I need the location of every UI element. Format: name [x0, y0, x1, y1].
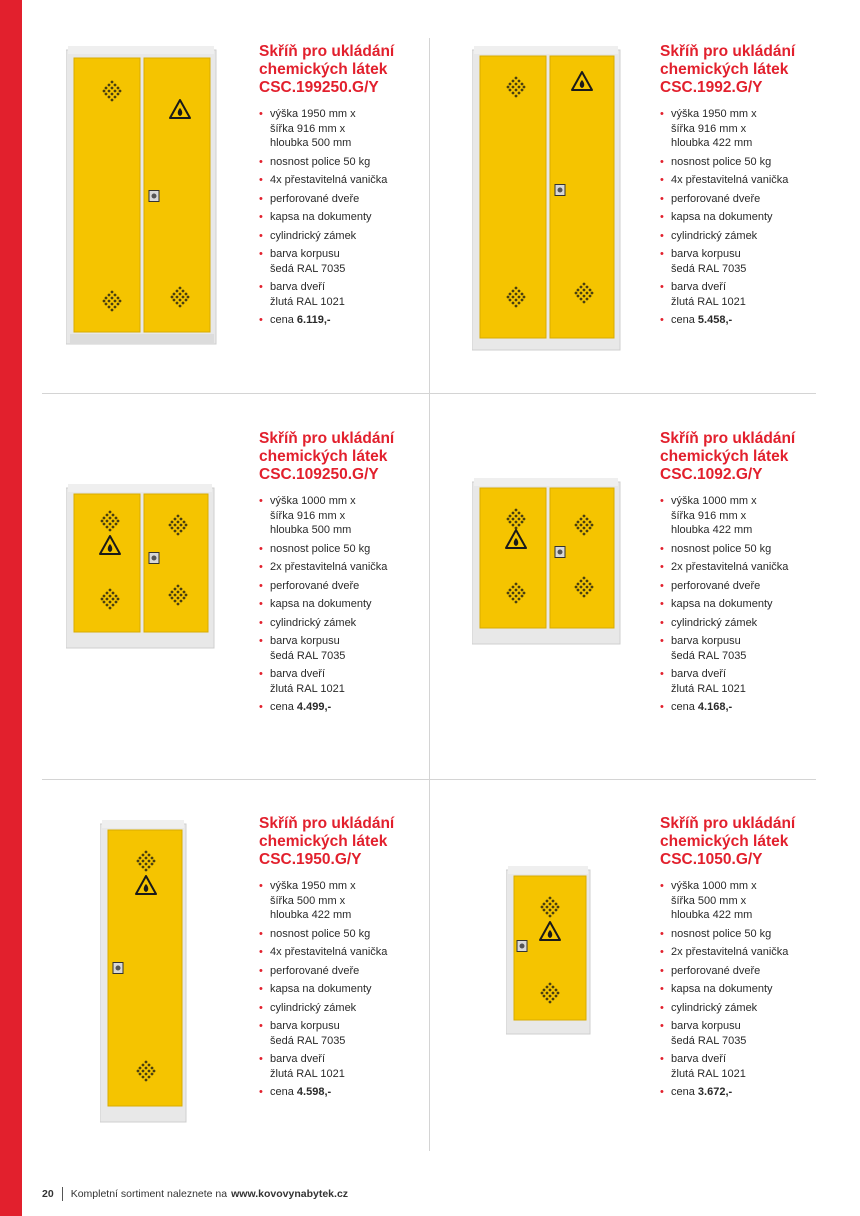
spec-list: [660, 107, 835, 328]
spec-item: [259, 173, 434, 188]
spec-item: [660, 210, 835, 225]
spec-list: [660, 879, 835, 1100]
product-title-line: Skříň pro ukládání: [259, 43, 395, 60]
spec-line: • barva dveří: [671, 1053, 727, 1065]
price-label: cena: [671, 314, 695, 326]
spec-line: • barva dveří: [270, 668, 326, 680]
price-item: [660, 700, 835, 715]
spec-item: [259, 210, 434, 225]
spec-line: • kapsa na dokumenty: [270, 598, 372, 610]
spec-list: [660, 494, 835, 715]
cabinet-image-csc1992: [472, 46, 622, 352]
price-value: 6.119,-: [296, 314, 331, 326]
spec-item: [660, 879, 835, 923]
spec-line: šedá RAL 7035: [270, 649, 346, 662]
product-card: [660, 43, 835, 332]
cylinder-lock-icon: [555, 185, 565, 196]
product-card: [259, 43, 434, 332]
spec-item: [259, 560, 434, 575]
spec-list: [259, 879, 434, 1100]
spec-line: hloubka 422 mm: [671, 909, 753, 921]
price-item: [259, 1085, 434, 1100]
product-title: [259, 815, 434, 869]
spec-line: šířka 916 mm x: [270, 122, 346, 135]
spec-item: [259, 280, 434, 309]
product-title-line: CSC.1050.G/Y: [660, 851, 763, 868]
product-title-line: Skříň pro ukládání: [660, 43, 796, 60]
spec-item: [259, 107, 434, 151]
spec-item: [660, 1019, 835, 1048]
spec-line: • výška 1950 mm x: [270, 880, 356, 892]
product-card: [259, 430, 434, 719]
spec-line: • barva korpusu: [671, 248, 741, 260]
spec-item: [259, 494, 434, 538]
spec-line: • výška 1950 mm x: [270, 108, 356, 120]
spec-list: [259, 107, 434, 328]
spec-item: [259, 579, 434, 594]
spec-line: • výška 1000 mm x: [671, 880, 757, 892]
spec-line: šířka 916 mm x: [270, 509, 346, 522]
spec-line: • perforované dveře: [671, 192, 761, 205]
spec-item: [259, 945, 434, 960]
spec-line: žlutá RAL 1021: [270, 682, 345, 695]
product-title-line: Skříň pro ukládání: [660, 815, 796, 832]
spec-line: • nosnost police 50 kg: [270, 542, 371, 555]
spec-item: [660, 173, 835, 188]
spec-line: • perforované dveře: [270, 192, 360, 205]
price-value: 5.458,-: [697, 314, 733, 326]
cylinder-lock-icon: [149, 191, 159, 202]
spec-line: • výška 1000 mm x: [671, 495, 757, 507]
spec-line: • cylindrický zámek: [270, 229, 357, 242]
product-title: [259, 430, 434, 484]
spec-line: žlutá RAL 1021: [671, 1067, 746, 1080]
spec-item: [660, 280, 835, 309]
product-title: [660, 815, 835, 869]
spec-item: [660, 597, 835, 612]
price-value: 4.168,-: [697, 701, 733, 713]
spec-item: [259, 964, 434, 979]
spec-line: hloubka 500 mm: [270, 524, 352, 536]
spec-line: • barva dveří: [270, 281, 326, 293]
spec-item: [660, 1001, 835, 1016]
product-title-line: chemických látek: [660, 61, 789, 78]
product-title-line: chemických látek: [660, 833, 789, 850]
spec-line: hloubka 422 mm: [671, 524, 753, 536]
spec-item: [259, 634, 434, 663]
spec-item: [259, 616, 434, 631]
spec-item: [259, 1052, 434, 1081]
spec-line: šířka 916 mm x: [671, 122, 747, 135]
spec-item: [259, 1019, 434, 1048]
spec-line: • perforované dveře: [671, 579, 761, 592]
spec-line: šedá RAL 7035: [671, 1034, 747, 1047]
cylinder-lock-icon: [555, 547, 565, 558]
spec-line: • nosnost police 50 kg: [671, 542, 772, 555]
product-title-line: CSC.1092.G/Y: [660, 466, 763, 483]
product-title: [660, 430, 835, 484]
spec-line: • perforované dveře: [671, 964, 761, 977]
cylinder-lock-icon: [517, 941, 527, 952]
spec-line: • perforované dveře: [270, 964, 360, 977]
spec-line: šedá RAL 7035: [270, 262, 346, 275]
cabinet-image-csc1092: [472, 478, 622, 646]
price-label: cena: [270, 1086, 294, 1098]
cylinder-lock-icon: [149, 553, 159, 564]
spec-line: šířka 916 mm x: [671, 509, 747, 522]
spec-item: [660, 616, 835, 631]
spec-item: [259, 597, 434, 612]
product-title-line: chemických látek: [660, 448, 789, 465]
spec-item: [660, 542, 835, 557]
spec-item: [660, 945, 835, 960]
spec-line: hloubka 500 mm: [270, 137, 352, 149]
spec-line: hloubka 422 mm: [671, 137, 753, 149]
page-number: 20: [42, 1188, 54, 1200]
spec-line: šířka 500 mm x: [671, 894, 747, 907]
price-label: cena: [270, 701, 294, 713]
spec-line: • cylindrický zámek: [671, 616, 758, 629]
spec-line: • kapsa na dokumenty: [270, 983, 372, 995]
price-item: [660, 1085, 835, 1100]
spec-item: [259, 229, 434, 244]
spec-item: [259, 879, 434, 923]
spec-item: [259, 192, 434, 207]
spec-line: • barva korpusu: [671, 635, 741, 647]
product-title: [660, 43, 835, 97]
spec-item: [660, 229, 835, 244]
spec-item: [259, 927, 434, 942]
spec-line: • 2x přestavitelná vanička: [671, 946, 789, 958]
spec-line: • nosnost police 50 kg: [671, 155, 772, 168]
spec-item: [660, 667, 835, 696]
spec-item: [660, 560, 835, 575]
footer-separator: [62, 1187, 63, 1201]
cabinet-image-csc199250: [66, 46, 218, 346]
spec-item: [259, 667, 434, 696]
spec-item: [660, 579, 835, 594]
product-card: [259, 815, 434, 1104]
spec-line: • nosnost police 50 kg: [671, 927, 772, 940]
product-card: [660, 430, 835, 719]
price-value: 3.672,-: [697, 1086, 733, 1098]
spec-item: [660, 964, 835, 979]
spec-line: žlutá RAL 1021: [270, 1067, 345, 1080]
spec-item: [660, 107, 835, 151]
spec-line: • 2x přestavitelná vanička: [270, 561, 388, 573]
spec-item: [660, 634, 835, 663]
product-title-line: CSC.109250.G/Y: [259, 466, 379, 483]
spec-item: [259, 982, 434, 997]
product-title-line: CSC.1950.G/Y: [259, 851, 362, 868]
product-title-line: CSC.199250.G/Y: [259, 79, 379, 96]
spec-line: • kapsa na dokumenty: [671, 211, 773, 223]
footer-website-link[interactable]: www.kovovynabytek.cz: [231, 1188, 349, 1200]
product-title-line: CSC.1992.G/Y: [660, 79, 763, 96]
footer-text: Kompletní sortiment naleznete na: [70, 1188, 228, 1200]
spec-line: • nosnost police 50 kg: [270, 155, 371, 168]
spec-line: • cylindrický zámek: [270, 1001, 357, 1014]
spec-line: • výška 1950 mm x: [671, 108, 757, 120]
product-title-line: Skříň pro ukládání: [660, 430, 796, 447]
price-label: cena: [671, 1086, 695, 1098]
spec-item: [660, 155, 835, 170]
price-label: cena: [671, 701, 695, 713]
spec-line: • barva dveří: [671, 668, 727, 680]
spec-item: [660, 1052, 835, 1081]
cylinder-lock-icon: [113, 963, 123, 974]
spec-line: šedá RAL 7035: [671, 262, 747, 275]
spec-line: • cylindrický zámek: [671, 229, 758, 242]
spec-line: • kapsa na dokumenty: [270, 211, 372, 223]
product-card: [660, 815, 835, 1104]
cabinet-image-csc1050: [506, 866, 592, 1036]
product-title-line: chemických látek: [259, 61, 388, 78]
price-item: [259, 313, 434, 328]
spec-line: • barva dveří: [270, 1053, 326, 1065]
spec-line: • cylindrický zámek: [270, 616, 357, 629]
spec-line: • 2x přestavitelná vanička: [671, 561, 789, 573]
price-value: 4.598,-: [296, 1086, 332, 1098]
spec-line: • barva dveří: [671, 281, 727, 293]
spec-line: • barva korpusu: [671, 1020, 741, 1032]
spec-item: [660, 982, 835, 997]
spec-line: • výška 1000 mm x: [270, 495, 356, 507]
spec-item: [259, 542, 434, 557]
spec-item: [660, 192, 835, 207]
spec-line: • perforované dveře: [270, 579, 360, 592]
accent-side-bar: [0, 0, 22, 1216]
spec-line: šířka 500 mm x: [270, 894, 346, 907]
product-title: [259, 43, 434, 97]
spec-line: žlutá RAL 1021: [270, 295, 345, 308]
spec-item: [660, 494, 835, 538]
spec-list: [259, 494, 434, 715]
price-item: [259, 700, 434, 715]
spec-item: [259, 247, 434, 276]
spec-item: [660, 247, 835, 276]
spec-line: • kapsa na dokumenty: [671, 598, 773, 610]
spec-item: [259, 1001, 434, 1016]
spec-line: šedá RAL 7035: [671, 649, 747, 662]
spec-line: • 4x přestavitelná vanička: [671, 174, 789, 186]
spec-line: • cylindrický zámek: [671, 1001, 758, 1014]
product-title-line: Skříň pro ukládání: [259, 430, 395, 447]
spec-line: • 4x přestavitelná vanička: [270, 174, 388, 186]
spec-line: hloubka 422 mm: [270, 909, 352, 921]
spec-line: • 4x přestavitelná vanička: [270, 946, 388, 958]
product-title-line: Skříň pro ukládání: [259, 815, 395, 832]
spec-line: • barva korpusu: [270, 635, 340, 647]
price-value: 4.499,-: [296, 701, 332, 713]
page-footer: [42, 1187, 348, 1201]
cabinet-image-csc1950: [100, 820, 188, 1124]
product-title-line: chemických látek: [259, 448, 388, 465]
spec-item: [660, 927, 835, 942]
spec-line: • kapsa na dokumenty: [671, 983, 773, 995]
spec-line: • nosnost police 50 kg: [270, 927, 371, 940]
spec-line: žlutá RAL 1021: [671, 682, 746, 695]
spec-line: • barva korpusu: [270, 1020, 340, 1032]
spec-line: • barva korpusu: [270, 248, 340, 260]
spec-line: šedá RAL 7035: [270, 1034, 346, 1047]
price-item: [660, 313, 835, 328]
spec-item: [259, 155, 434, 170]
price-label: cena: [270, 314, 294, 326]
spec-line: žlutá RAL 1021: [671, 295, 746, 308]
product-title-line: chemických látek: [259, 833, 388, 850]
cabinet-image-csc109250: [66, 484, 216, 650]
